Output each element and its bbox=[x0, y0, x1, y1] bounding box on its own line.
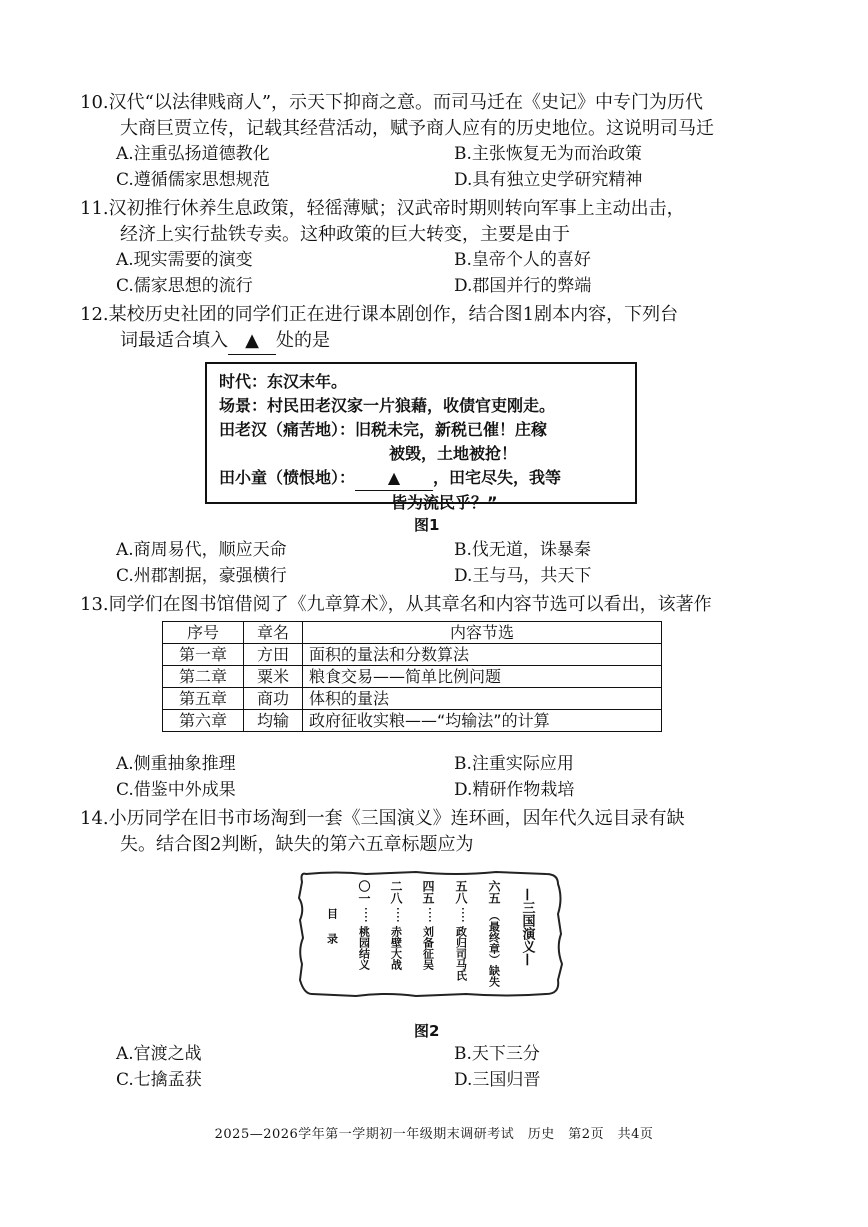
q11-option-b[interactable]: B.皇帝个人的喜好 bbox=[454, 250, 591, 270]
q12-stem bbox=[80, 302, 800, 355]
q11-option-c[interactable]: C.儒家思想的流行 bbox=[116, 276, 253, 296]
q10-stem-line2: 大商巨贾立传，记载其经营活动，赋予商人应有的历史地位。这说明司马迁 bbox=[120, 118, 714, 139]
q12-option-b[interactable]: B.伐无道，诛暴秦 bbox=[454, 540, 591, 560]
q12-stem-line2 bbox=[80, 328, 800, 355]
q13-stem bbox=[80, 592, 800, 618]
table-cell: 粟米 bbox=[244, 666, 303, 688]
figure2-contents-page bbox=[296, 868, 566, 1000]
fig2-title bbox=[520, 888, 537, 966]
q14-stem-line1: 14.小历同学在旧书市场淘到一套《三国演义》连环画，因年代久远目录有缺 bbox=[80, 808, 685, 829]
q12-stem-line1: 12.某校历史社团的同学们正在进行课本剧创作，结合图1剧本内容，下列台 bbox=[80, 304, 679, 325]
script-scene: 场景：村民田老汉家一片狼藉，收债官吏刚走。 bbox=[219, 396, 556, 415]
table-cell: 第六章 bbox=[163, 710, 244, 732]
q12-stem-pre: 词最适合填入 bbox=[120, 330, 228, 351]
table-cell: 均输 bbox=[244, 710, 303, 732]
q11-stem-line2: 经济上实行盐铁专卖。这种政策的巨大转变，主要是由于 bbox=[120, 224, 570, 245]
q10-stem-line1: 10.汉代“以法律贱商人”，示天下抑商之意。而司马迁在《史记》中专门为历代 bbox=[80, 92, 704, 113]
fig2-entry-text: 刘备征吴 bbox=[421, 926, 435, 970]
q14-option-c[interactable]: C.七擒孟获 bbox=[116, 1070, 202, 1090]
q11-stem-line1: 11.汉初推行休养生息政策，轻徭薄赋；汉武帝时期则转向军事上主动出击， bbox=[80, 198, 685, 219]
table-header-cell: 内容节选 bbox=[303, 622, 662, 644]
q10-stem bbox=[80, 90, 800, 142]
fig2-entry-text: 桃园结义 bbox=[357, 926, 371, 970]
figure1-caption: 图1 bbox=[414, 516, 440, 534]
table-header-cell: 序号 bbox=[163, 622, 244, 644]
q14-option-a[interactable]: A.官渡之战 bbox=[116, 1044, 202, 1064]
q14-stem bbox=[80, 806, 800, 858]
fig2-entry-num: 六五 bbox=[487, 880, 501, 904]
table-cell: 商功 bbox=[244, 688, 303, 710]
q12-blank: ▲ bbox=[228, 328, 276, 355]
figure2-caption: 图2 bbox=[414, 1022, 440, 1040]
fig2-contents-label: 目录 bbox=[325, 908, 339, 958]
table-cell: 第二章 bbox=[163, 666, 244, 688]
page-footer: 2025—2026学年第一学期初一年级期末调研考试 历史 第2页 共4页 bbox=[214, 1127, 654, 1142]
q13-option-b[interactable]: B.注重实际应用 bbox=[454, 754, 574, 774]
q10-option-d[interactable]: D.具有独立史学研究精神 bbox=[454, 170, 643, 190]
q13-option-a[interactable]: A.侧重抽象推理 bbox=[116, 754, 236, 774]
q10-option-b[interactable]: B.主张恢复无为而治政策 bbox=[454, 144, 642, 164]
jiuzhang-table bbox=[162, 621, 662, 732]
script-blank: ▲ bbox=[355, 466, 433, 491]
table-cell: 粮食交易——简单比例问题 bbox=[303, 666, 662, 688]
table-cell: 第五章 bbox=[163, 688, 244, 710]
table-row bbox=[163, 644, 662, 666]
script-era: 时代：东汉末年。 bbox=[219, 372, 348, 391]
q11-option-d[interactable]: D.郡国并行的弊端 bbox=[454, 276, 592, 296]
fig2-entry-text: （最终章）缺失 bbox=[487, 910, 501, 987]
fig2-title-text: —三国演义— bbox=[519, 888, 535, 966]
table-header-cell: 章名 bbox=[244, 622, 303, 644]
table-cell: 方田 bbox=[244, 644, 303, 666]
q12-stem-post: 处的是 bbox=[276, 330, 330, 351]
script-old-man-line-cont: 被毁，土地被抢！ bbox=[389, 444, 518, 463]
q14-option-d[interactable]: D.三国归晋 bbox=[454, 1070, 541, 1090]
q12-option-a[interactable]: A.商周易代，顺应天命 bbox=[116, 540, 287, 560]
q12-option-c[interactable]: C.州郡割据，豪强横行 bbox=[116, 566, 287, 586]
q11-stem bbox=[80, 196, 800, 248]
table-row bbox=[163, 710, 662, 732]
table-cell: 体积的量法 bbox=[303, 688, 662, 710]
fig2-entry-text: 政归司马氏 bbox=[454, 926, 468, 981]
table-cell: 政府征收实粮——“均输法”的计算 bbox=[303, 710, 662, 732]
q13-stem-line1: 13.同学们在图书馆借阅了《九章算术》，从其章名和内容节选可以看出，该著作 bbox=[80, 594, 712, 615]
q14-option-b[interactable]: B.天下三分 bbox=[454, 1044, 540, 1064]
table-cell: 第一章 bbox=[163, 644, 244, 666]
fig2-entry-num: 五八 bbox=[454, 880, 468, 904]
table-row bbox=[163, 688, 662, 710]
fig2-entry-num: 四五 bbox=[421, 880, 435, 904]
q11-option-a[interactable]: A.现实需要的演变 bbox=[116, 250, 253, 270]
table-row bbox=[163, 666, 662, 688]
script-boy-line-cont: 皆为流民乎？” bbox=[391, 493, 498, 512]
q14-stem-line2: 失。结合图2判断，缺失的第六五章标题应为 bbox=[120, 834, 474, 855]
figure1-script-box bbox=[205, 362, 637, 512]
fig2-entry-num: 二八 bbox=[389, 880, 403, 904]
q10-option-c[interactable]: C.遵循儒家思想规范 bbox=[116, 170, 270, 190]
fig2-entry-text: 赤壁大战 bbox=[389, 926, 403, 970]
q12-option-d[interactable]: D.王与马，共天下 bbox=[454, 566, 592, 586]
script-boy-text: ，田宅尽失，我等 bbox=[433, 468, 562, 487]
table-cell: 面积的量法和分数算法 bbox=[303, 644, 662, 666]
q10-option-a[interactable]: A.注重弘扬道德教化 bbox=[116, 144, 270, 164]
script-old-man-line: 田老汉（痛苦地）：旧税未完，新税已催！庄稼 bbox=[219, 420, 548, 439]
q13-option-c[interactable]: C.借鉴中外成果 bbox=[116, 780, 236, 800]
q13-option-d[interactable]: D.精研作物栽培 bbox=[454, 780, 575, 800]
table-header-row bbox=[163, 622, 662, 644]
script-boy-line bbox=[219, 466, 623, 491]
script-boy-speaker: 田小童（愤恨地）： bbox=[219, 468, 356, 487]
fig2-entry-num: 〇一 bbox=[357, 880, 371, 904]
